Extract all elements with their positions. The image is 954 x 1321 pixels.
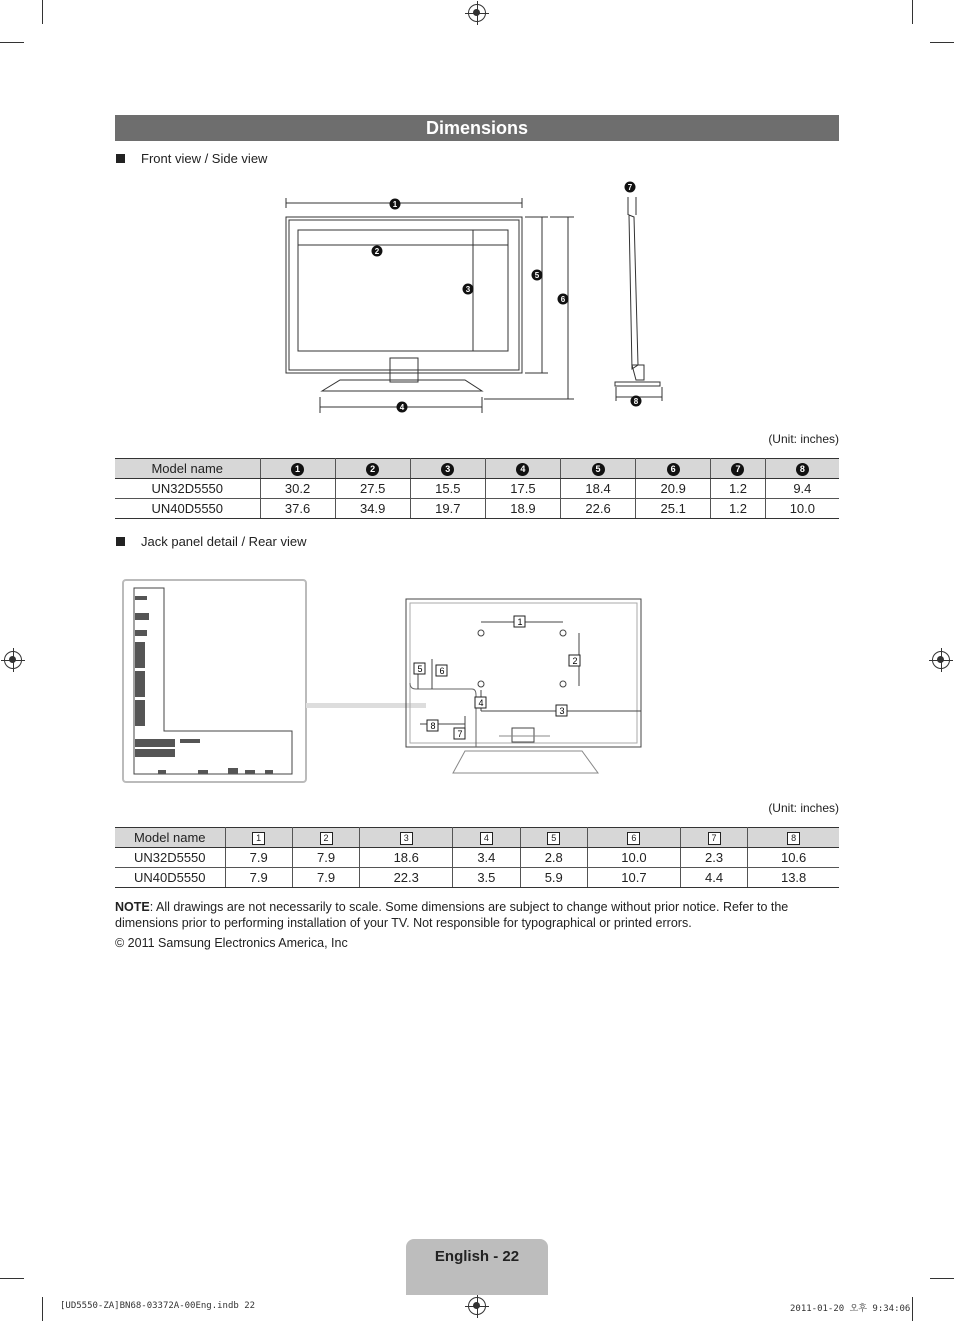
bullet-square-icon bbox=[116, 154, 125, 163]
table-header-cell: 5 bbox=[520, 828, 587, 848]
table-header-cell: 4 bbox=[453, 828, 520, 848]
table-row bbox=[115, 848, 839, 868]
dim-label-7: 7 bbox=[627, 183, 633, 192]
dim-label-1: 1 bbox=[392, 200, 398, 209]
section-heading-front-view bbox=[116, 151, 267, 166]
page-title: Dimensions bbox=[115, 115, 839, 141]
table-header-cell: 6 bbox=[587, 828, 680, 848]
front-side-view-diagram bbox=[270, 175, 690, 415]
table-cell: 22.3 bbox=[360, 868, 453, 888]
registration-mark-icon bbox=[4, 651, 22, 669]
section-heading-rear-view bbox=[116, 534, 306, 549]
rear-label-3: 3 bbox=[559, 706, 565, 716]
table-cell: 7.9 bbox=[225, 848, 292, 868]
table-cell: 3.5 bbox=[453, 868, 520, 888]
table-cell: UN32D5550 bbox=[115, 479, 260, 499]
table-cell: 18.6 bbox=[360, 848, 453, 868]
note-text: : All drawings are not necessarily to scale. Some dimensions are subject to change without prior notice. Refer to the dimensions prior to performing installation of your TV. Not responsible for typographical or printed errors. bbox=[115, 900, 789, 930]
table-cell: 9.4 bbox=[765, 479, 839, 499]
table-header-cell: 8 bbox=[765, 459, 839, 479]
table-row bbox=[115, 499, 839, 519]
table-row bbox=[115, 868, 839, 888]
dim-label-3: 3 bbox=[465, 285, 471, 294]
crop-mark bbox=[930, 1278, 954, 1279]
rear-label-4: 4 bbox=[478, 698, 484, 708]
table-cell: 20.9 bbox=[636, 479, 711, 499]
tv-screen bbox=[298, 230, 508, 351]
table-header-cell: 1 bbox=[225, 828, 292, 848]
page-number-label: English - 22 bbox=[434, 1248, 520, 1265]
callout-connector bbox=[306, 703, 426, 708]
table-cell: 10.0 bbox=[765, 499, 839, 519]
table-header-row bbox=[115, 828, 839, 848]
rear-label-7: 7 bbox=[457, 729, 463, 739]
table-header-cell: 5 bbox=[561, 459, 636, 479]
table-cell: UN40D5550 bbox=[115, 499, 260, 519]
table-header-cell: 3 bbox=[410, 459, 485, 479]
note-paragraph bbox=[115, 899, 839, 931]
bullet-square-icon bbox=[116, 537, 125, 546]
table-header-cell: 4 bbox=[485, 459, 560, 479]
table-cell: 18.4 bbox=[561, 479, 636, 499]
table-cell: UN40D5550 bbox=[115, 868, 225, 888]
crop-mark bbox=[930, 42, 954, 43]
crop-mark bbox=[912, 0, 913, 24]
dim-label-4: 4 bbox=[399, 403, 405, 412]
table-header-cell: 7 bbox=[680, 828, 747, 848]
table-cell: 2.8 bbox=[520, 848, 587, 868]
section-heading-label: Front view / Side view bbox=[141, 151, 268, 166]
table-header-cell: 1 bbox=[260, 459, 335, 479]
table-cell: 19.7 bbox=[410, 499, 485, 519]
table-cell: 2.3 bbox=[680, 848, 747, 868]
table-cell: 37.6 bbox=[260, 499, 335, 519]
page-number-tab bbox=[406, 1239, 548, 1295]
table-cell: 10.0 bbox=[587, 848, 680, 868]
table-cell: UN32D5550 bbox=[115, 848, 225, 868]
table-header-cell: 7 bbox=[711, 459, 765, 479]
rear-dimensions-table bbox=[115, 827, 839, 888]
rear-label-8: 8 bbox=[430, 721, 436, 731]
print-slug-left: [UD5550-ZA]BN68-03372A-00Eng.indb 22 bbox=[60, 1301, 256, 1311]
copyright-text: © 2011 Samsung Electronics America, Inc bbox=[115, 936, 348, 950]
table-cell: 13.8 bbox=[748, 868, 839, 888]
unit-label: (Unit: inches) bbox=[768, 801, 839, 815]
table-cell: 1.2 bbox=[711, 479, 765, 499]
table-cell: 34.9 bbox=[335, 499, 410, 519]
rear-label-1: 1 bbox=[517, 617, 523, 627]
table-header-cell: 6 bbox=[636, 459, 711, 479]
table-cell: 10.7 bbox=[587, 868, 680, 888]
print-slug-right: 2011-01-20 오후 9:34:06 bbox=[790, 1304, 911, 1314]
tv-frame bbox=[286, 217, 522, 373]
table-cell: 7.9 bbox=[225, 868, 292, 888]
crop-mark bbox=[0, 42, 24, 43]
crop-mark bbox=[42, 1297, 43, 1321]
crop-mark bbox=[0, 1278, 24, 1279]
table-cell: 1.2 bbox=[711, 499, 765, 519]
table-cell: 18.9 bbox=[485, 499, 560, 519]
registration-mark-icon bbox=[468, 1297, 486, 1315]
table-header-cell: Model name bbox=[115, 828, 225, 848]
table-cell: 5.9 bbox=[520, 868, 587, 888]
crop-mark bbox=[912, 1297, 913, 1321]
table-header-cell: 2 bbox=[292, 828, 359, 848]
table-cell: 7.9 bbox=[292, 848, 359, 868]
table-header-cell: Model name bbox=[115, 459, 260, 479]
table-header-cell: 3 bbox=[360, 828, 453, 848]
dim-label-2: 2 bbox=[374, 247, 380, 256]
registration-mark-icon bbox=[932, 651, 950, 669]
note-label: NOTE bbox=[115, 900, 150, 914]
table-cell: 30.2 bbox=[260, 479, 335, 499]
table-cell: 7.9 bbox=[292, 868, 359, 888]
table-cell: 15.5 bbox=[410, 479, 485, 499]
dim-label-6: 6 bbox=[560, 295, 566, 304]
table-cell: 3.4 bbox=[453, 848, 520, 868]
rear-label-2: 2 bbox=[572, 656, 578, 666]
table-cell: 17.5 bbox=[485, 479, 560, 499]
front-dimensions-table bbox=[115, 458, 839, 519]
unit-label: (Unit: inches) bbox=[768, 432, 839, 446]
rear-label-6: 6 bbox=[439, 666, 445, 676]
dim-label-8: 8 bbox=[633, 397, 639, 406]
section-heading-label: Jack panel detail / Rear view bbox=[141, 534, 307, 549]
jack-panel-rear-view-diagram bbox=[120, 576, 650, 786]
crop-mark bbox=[42, 0, 43, 24]
table-cell: 25.1 bbox=[636, 499, 711, 519]
table-cell: 22.6 bbox=[561, 499, 636, 519]
table-cell: 4.4 bbox=[680, 868, 747, 888]
table-row bbox=[115, 479, 839, 499]
table-header-cell: 8 bbox=[748, 828, 839, 848]
tv-side-profile bbox=[629, 215, 638, 369]
table-cell: 10.6 bbox=[748, 848, 839, 868]
rear-label-5: 5 bbox=[417, 664, 423, 674]
dim-label-5: 5 bbox=[534, 271, 540, 280]
registration-mark-icon bbox=[468, 4, 486, 22]
table-header-row bbox=[115, 459, 839, 479]
table-header-cell: 2 bbox=[335, 459, 410, 479]
table-cell: 27.5 bbox=[335, 479, 410, 499]
